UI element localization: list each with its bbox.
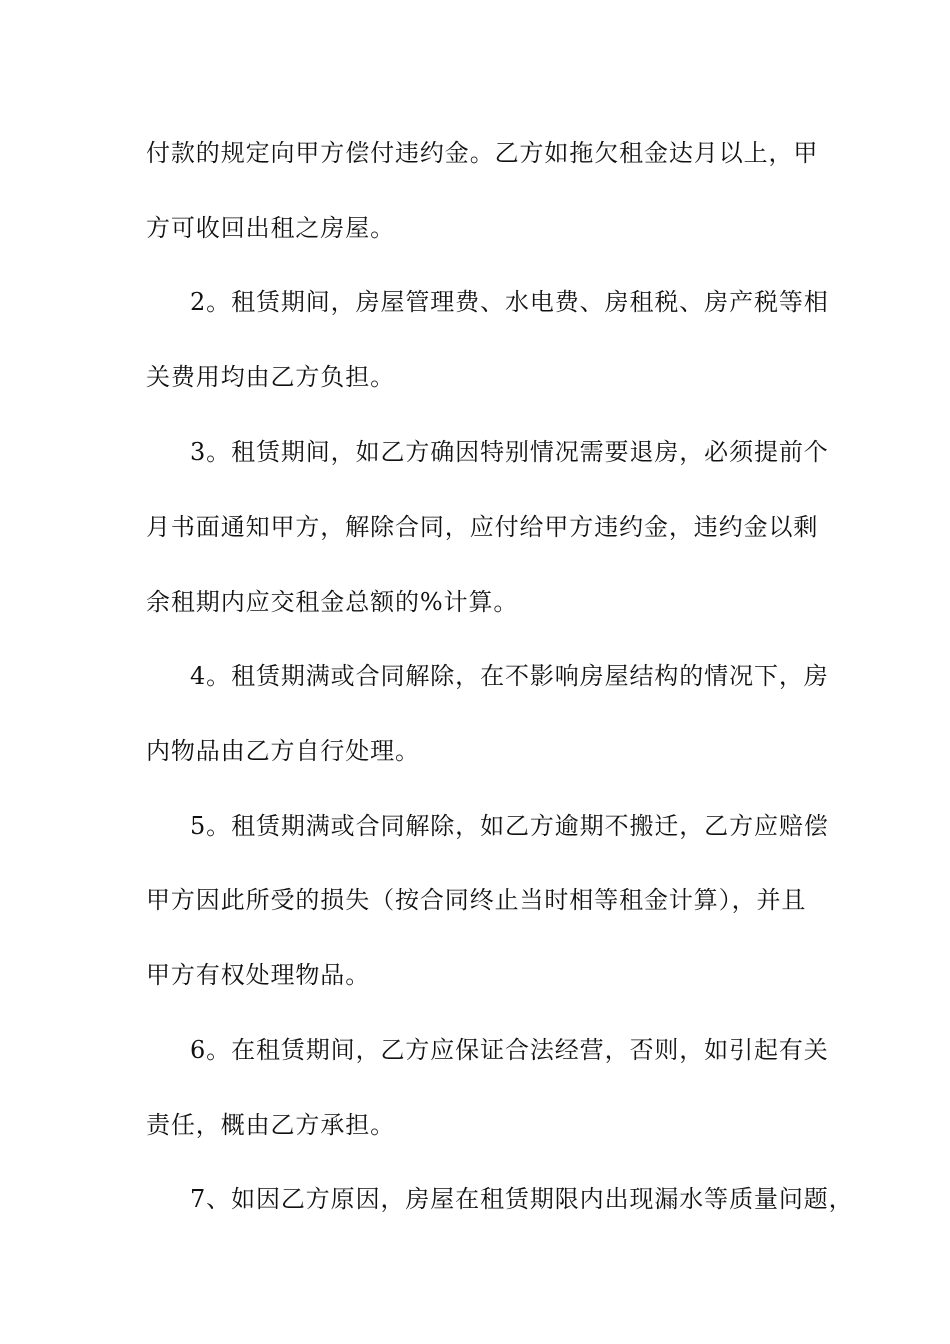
text-line: 方可收回出租之房屋。 [146,214,395,242]
paragraph-7-start: 7、如因乙方原因，房屋在租赁期限内出现漏水等质量问题， [190,1185,854,1213]
text-line: 月书面通知甲方，解除合同，应付给甲方违约金，违约金以剩 [146,513,819,541]
paragraph-4-start: 4。租赁期满或合同解除，在不影响房屋结构的情况下，房 [190,662,829,690]
text-line: 关费用均由乙方负担。 [146,363,395,391]
paragraph-5-start: 5。租赁期满或合同解除，如乙方逾期不搬迁，乙方应赔偿 [190,812,829,840]
paragraph-2-start: 2。租赁期间，房屋管理费、水电费、房租税、房产税等相 [190,288,829,316]
text-line: 甲方有权处理物品。 [146,961,371,989]
text-line: 责任，概由乙方承担。 [146,1111,395,1139]
text-line: 余租期内应交租金总额的%计算。 [146,588,519,616]
paragraph-3-start: 3。租赁期间，如乙方确因特别情况需要退房，必须提前个 [190,438,829,466]
paragraph-6-start: 6。在租赁期间，乙方应保证合法经营，否则，如引起有关 [190,1036,829,1064]
text-line: 付款的规定向甲方偿付违约金。乙方如拖欠租金达月以上，甲 [146,139,819,167]
text-line: 内物品由乙方自行处理。 [146,737,420,765]
text-line: 甲方因此所受的损失（按合同终止当时相等租金计算），并且 [146,886,807,914]
